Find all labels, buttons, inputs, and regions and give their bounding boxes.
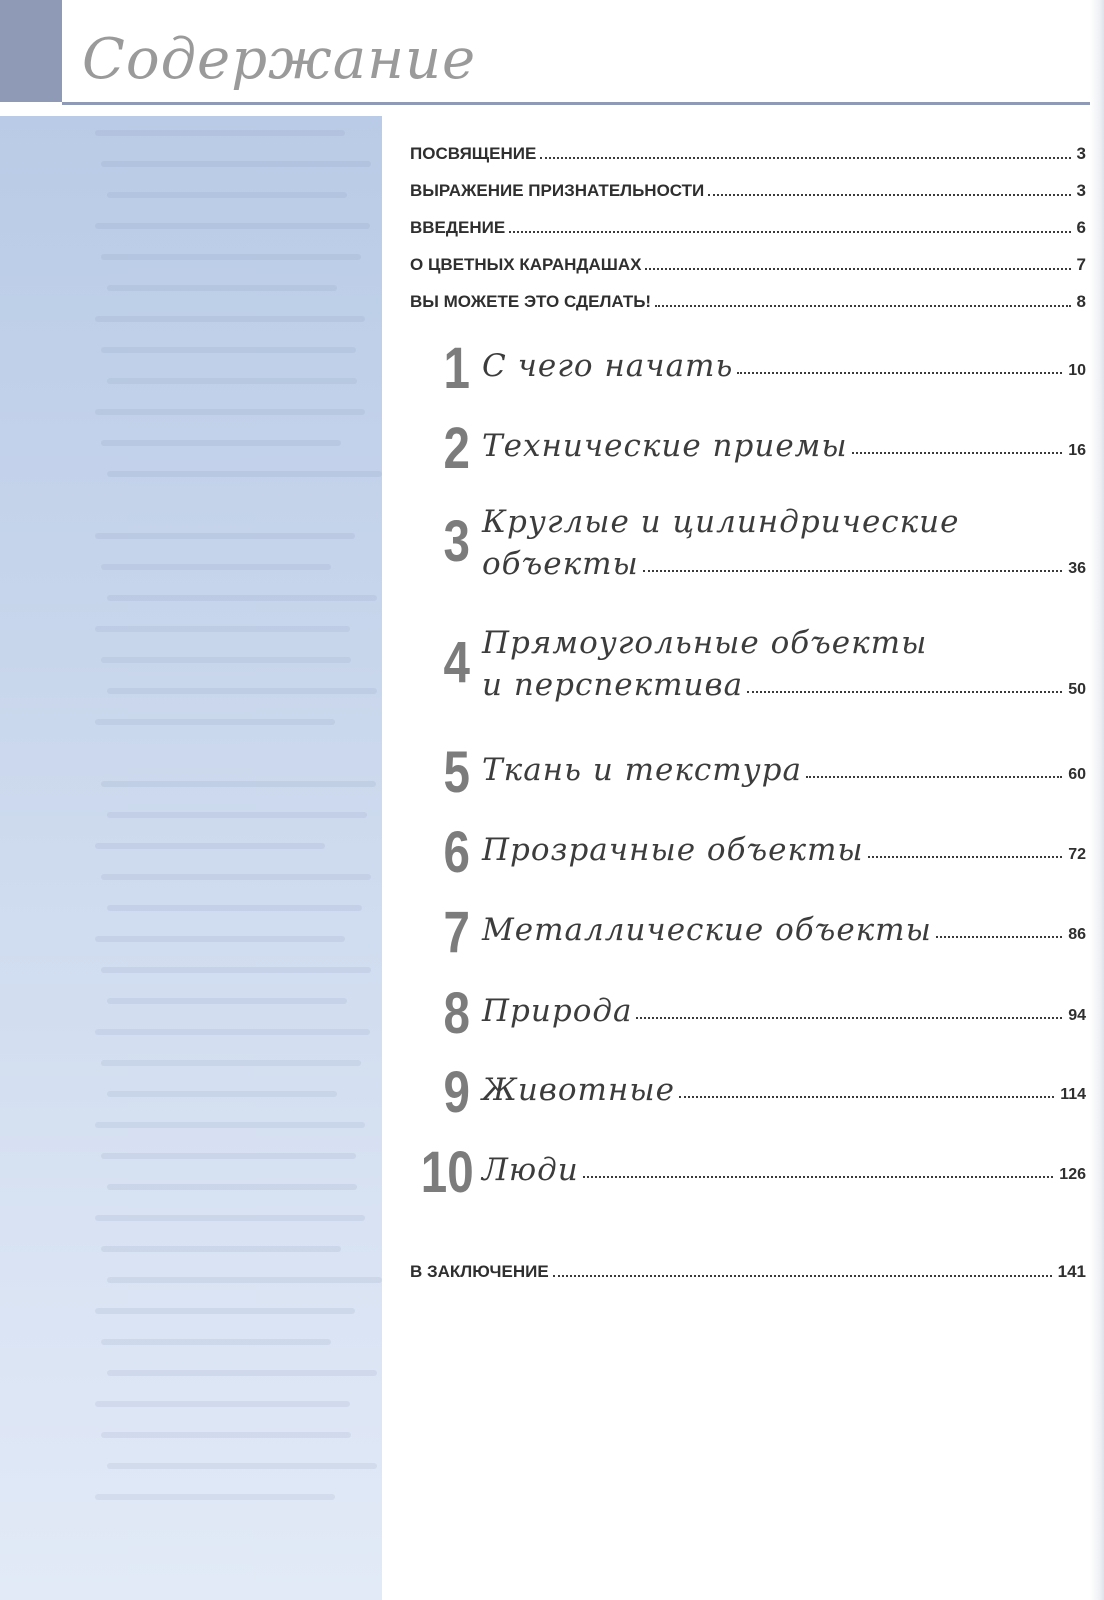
show-through-line bbox=[107, 998, 347, 1004]
show-through-line bbox=[107, 1277, 382, 1283]
toc-entry[interactable] bbox=[410, 1258, 1086, 1282]
toc-entry-page: 6 bbox=[1076, 218, 1086, 237]
chapter-title: Природа bbox=[482, 993, 633, 1029]
show-through-line bbox=[95, 533, 355, 539]
show-through-line bbox=[95, 223, 370, 229]
chapter-title: объекты bbox=[482, 546, 639, 582]
dot-leader bbox=[636, 1017, 1062, 1019]
show-through-line bbox=[95, 626, 350, 632]
toc-entry[interactable] bbox=[410, 288, 1086, 312]
chapter-row bbox=[482, 750, 1086, 790]
show-through-line bbox=[107, 688, 377, 694]
toc-entry-page: 8 bbox=[1076, 292, 1086, 311]
toc-entry-page: 3 bbox=[1076, 144, 1086, 163]
toc-entry-page: 7 bbox=[1076, 255, 1086, 274]
show-through-line bbox=[101, 1432, 351, 1438]
dot-leader bbox=[645, 268, 1070, 270]
show-through-line bbox=[95, 1494, 335, 1500]
header-corner-block bbox=[0, 0, 62, 102]
dot-leader bbox=[747, 691, 1062, 693]
toc-entry[interactable] bbox=[410, 140, 1086, 164]
show-through-line bbox=[95, 843, 325, 849]
dot-leader bbox=[583, 1176, 1054, 1178]
chapter-title-line1: Круглые и цилиндрические bbox=[482, 504, 960, 540]
chapter-page: 72 bbox=[1068, 846, 1086, 863]
chapter-page: 60 bbox=[1068, 766, 1086, 783]
chapter-title: Люди bbox=[482, 1152, 579, 1188]
chapter-title: Прозрачные объекты bbox=[482, 832, 864, 868]
show-through-line bbox=[107, 812, 367, 818]
show-through-line bbox=[101, 1153, 356, 1159]
chapter-row bbox=[482, 426, 1086, 466]
chapter-row bbox=[482, 544, 1086, 584]
show-through-line bbox=[101, 254, 361, 260]
show-through-line bbox=[95, 1308, 355, 1314]
show-through-line bbox=[107, 905, 362, 911]
show-through-line bbox=[101, 967, 371, 973]
dot-leader bbox=[708, 194, 1070, 196]
show-through-line bbox=[95, 1029, 370, 1035]
dot-leader bbox=[737, 372, 1062, 374]
chapter-number: 1 bbox=[443, 336, 470, 401]
chapter-page: 50 bbox=[1068, 681, 1086, 698]
show-through-line bbox=[107, 1091, 337, 1097]
show-through-line bbox=[95, 719, 335, 725]
chapter-number: 10 bbox=[420, 1140, 474, 1205]
dot-leader bbox=[643, 570, 1062, 572]
chapter-number: 8 bbox=[443, 981, 470, 1046]
chapter-row bbox=[482, 910, 1086, 950]
chapter-page: 36 bbox=[1068, 560, 1086, 577]
chapter-page: 86 bbox=[1068, 926, 1086, 943]
show-through-line bbox=[101, 781, 376, 787]
toc-entry[interactable] bbox=[410, 214, 1086, 238]
show-through-line bbox=[107, 1184, 357, 1190]
show-through-line bbox=[95, 316, 365, 322]
toc-entry[interactable] bbox=[410, 251, 1086, 275]
show-through-line bbox=[107, 285, 337, 291]
chapter-page: 16 bbox=[1068, 442, 1086, 459]
page-title: Содержание bbox=[82, 27, 477, 92]
dot-leader bbox=[936, 936, 1062, 938]
chapter-title: Ткань и текстура bbox=[482, 752, 802, 788]
chapter-title: Металлические объекты bbox=[482, 912, 932, 948]
show-through-line bbox=[95, 1122, 365, 1128]
show-through-line bbox=[107, 471, 382, 477]
dot-leader bbox=[852, 452, 1063, 454]
toc-entry-title: ВЫРАЖЕНИЕ ПРИЗНАТЕЛЬНОСТИ bbox=[410, 181, 705, 200]
chapter-number: 2 bbox=[443, 416, 470, 481]
show-through-line bbox=[101, 1246, 341, 1252]
show-through-line bbox=[101, 1060, 361, 1066]
toc-entry-title: ПОСВЯЩЕНИЕ bbox=[410, 144, 537, 163]
chapter-page: 114 bbox=[1060, 1086, 1086, 1103]
chapter-page: 94 bbox=[1068, 1007, 1086, 1024]
show-through-line bbox=[101, 874, 371, 880]
show-through-line bbox=[95, 130, 345, 136]
chapter-row bbox=[482, 665, 1086, 705]
dot-leader bbox=[679, 1096, 1054, 1098]
show-through-line bbox=[95, 1215, 365, 1221]
chapter-number: 6 bbox=[443, 820, 470, 885]
chapter-page: 126 bbox=[1059, 1166, 1086, 1183]
show-through-line bbox=[101, 1339, 331, 1345]
chapter-page: 10 bbox=[1068, 362, 1086, 379]
toc-entry[interactable] bbox=[410, 177, 1086, 201]
toc-entry-page: 3 bbox=[1076, 181, 1086, 200]
show-through-line bbox=[101, 347, 356, 353]
show-through-line bbox=[95, 409, 365, 415]
show-through-line bbox=[101, 440, 341, 446]
chapter-number: 5 bbox=[443, 740, 470, 805]
chapter-title: Технические приемы bbox=[482, 428, 848, 464]
chapter-title-line1: Прямоугольные объекты bbox=[482, 625, 928, 661]
dot-leader bbox=[655, 305, 1070, 307]
show-through-line bbox=[107, 1463, 377, 1469]
toc-entry-title: В ЗАКЛЮЧЕНИЕ bbox=[410, 1262, 549, 1281]
toc-entry-title: ВВЕДЕНИЕ bbox=[410, 218, 506, 237]
show-through-line bbox=[107, 1370, 377, 1376]
dot-leader bbox=[553, 1275, 1052, 1277]
show-through-line bbox=[101, 657, 351, 663]
dot-leader bbox=[806, 776, 1062, 778]
show-through-line bbox=[107, 378, 357, 384]
show-through-line bbox=[101, 564, 331, 570]
chapter-row bbox=[482, 346, 1086, 386]
chapter-title: Животные bbox=[482, 1072, 675, 1108]
chapter-title: и перспектива bbox=[482, 667, 744, 703]
toc-entry-title: О ЦВЕТНЫХ КАРАНДАШАХ bbox=[410, 255, 642, 274]
show-through-line bbox=[95, 1401, 350, 1407]
dot-leader bbox=[868, 856, 1063, 858]
show-through-line bbox=[95, 936, 345, 942]
chapter-number: 7 bbox=[443, 900, 470, 965]
show-through-line bbox=[101, 161, 371, 167]
show-through-text bbox=[0, 116, 382, 1600]
dot-leader bbox=[540, 157, 1070, 159]
chapter-row bbox=[482, 991, 1086, 1031]
show-through-line bbox=[107, 595, 377, 601]
chapter-row bbox=[482, 830, 1086, 870]
toc-entry-page: 141 bbox=[1057, 1262, 1086, 1281]
page-edge-shadow bbox=[1090, 0, 1104, 1600]
chapter-row bbox=[482, 1150, 1086, 1190]
chapter-number: 3 bbox=[443, 509, 470, 574]
toc-entry-title: ВЫ МОЖЕТЕ ЭТО СДЕЛАТЬ! bbox=[410, 292, 652, 311]
chapter-number: 9 bbox=[443, 1060, 470, 1125]
chapter-title: С чего начать bbox=[482, 348, 734, 384]
chapter-number: 4 bbox=[443, 630, 470, 695]
chapter-row bbox=[482, 1070, 1086, 1110]
dot-leader bbox=[509, 231, 1070, 233]
show-through-line bbox=[107, 192, 347, 198]
side-panel bbox=[0, 116, 382, 1600]
table-of-contents bbox=[410, 0, 1086, 1600]
